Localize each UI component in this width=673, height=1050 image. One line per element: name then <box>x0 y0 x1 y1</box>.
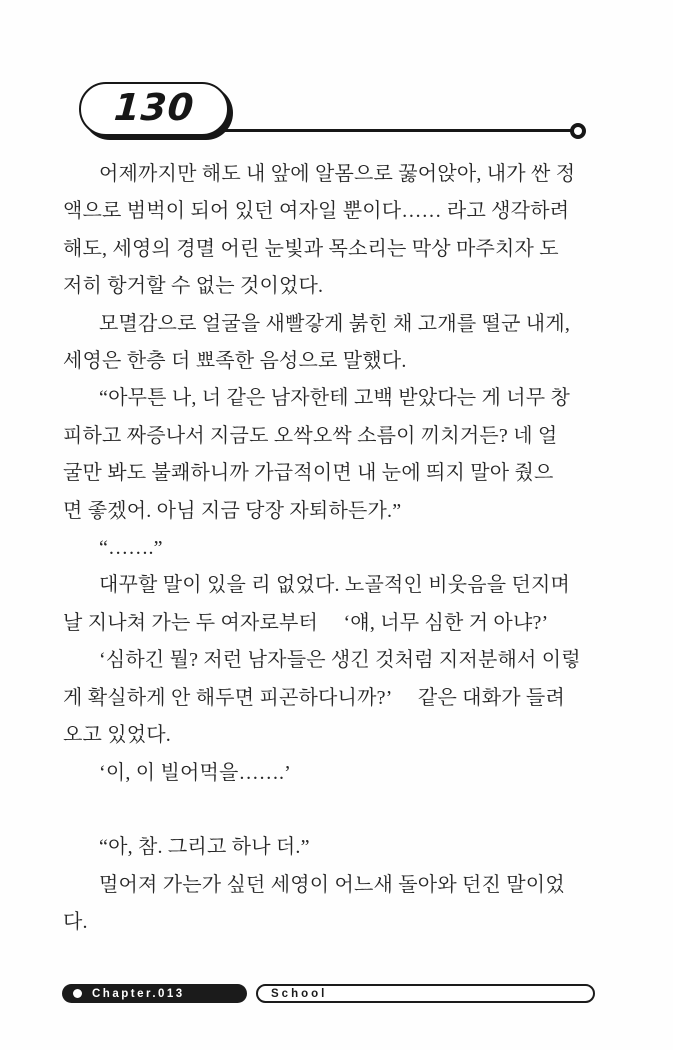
section-label: School <box>271 987 328 1000</box>
text-line: 피하고 짜증나서 지금도 오싹오싹 소름이 끼치거든? 네 얼 <box>63 424 558 447</box>
bullet-dot-icon <box>73 989 82 998</box>
text-line: 어제까지만 해도 내 앞에 알몸으로 꿇어앉아, 내가 싼 정 <box>99 163 576 185</box>
text-line: 저히 항거할 수 없는 것이었다. <box>63 275 324 298</box>
text-line: 대꾸할 말이 있을 리 없었다. 노골적인 비웃음을 던지며 <box>99 574 571 597</box>
page-number: 130 <box>112 86 196 129</box>
chapter-label: Chapter.013 <box>92 987 185 1000</box>
ring-icon <box>570 123 586 139</box>
text-line: 오고 있었다. <box>63 724 171 747</box>
text-line: 면 좋겠어. 아님 지금 당장 자퇴하든가.” <box>63 499 402 522</box>
text-line: 해도, 세영의 경멸 어린 눈빛과 목소리는 막상 마주치자 도 <box>63 237 559 260</box>
text-line: 날 지나쳐 가는 두 여자로부터 ‘얘, 너무 심한 거 아냐?’ <box>63 611 549 634</box>
text-line: 게 확실하게 안 해두면 피곤하다니까?’ 같은 대화가 들려 <box>63 686 565 709</box>
header-rule <box>210 129 576 132</box>
section-badge <box>256 984 595 1003</box>
text-line: ‘심하긴 뭘? 저런 남자들은 생긴 것처럼 지저분해서 이렇 <box>99 649 581 672</box>
page-number-badge <box>79 82 229 136</box>
text-line: 멀어져 가는가 싶던 세영이 어느새 돌아와 던진 말이었 <box>99 873 565 896</box>
body-text <box>63 156 612 942</box>
text-line: “…….” <box>99 537 163 560</box>
chapter-badge <box>62 984 247 1003</box>
text-line: 다. <box>63 911 88 934</box>
text-line: “아무튼 나, 너 같은 남자한테 고백 받았다는 게 너무 창 <box>99 387 570 410</box>
text-line: 액으로 범벅이 되어 있던 여자일 뿐이다…… 라고 생각하려 <box>63 200 570 223</box>
text-line: 모멸감으로 얼굴을 새빨갛게 붉힌 채 고개를 떨군 내게, <box>99 312 571 335</box>
text-line: 세영은 한층 더 뾰족한 음성으로 말했다. <box>63 350 407 373</box>
text-line: 굴만 봐도 불쾌하니까 가급적이면 내 눈에 띄지 말아 줬으 <box>63 462 554 485</box>
text-line: “아, 참. 그리고 하나 더.” <box>99 836 310 859</box>
text-line: ‘이, 이 빌어먹을…….’ <box>99 761 292 784</box>
blank-line <box>63 792 612 829</box>
